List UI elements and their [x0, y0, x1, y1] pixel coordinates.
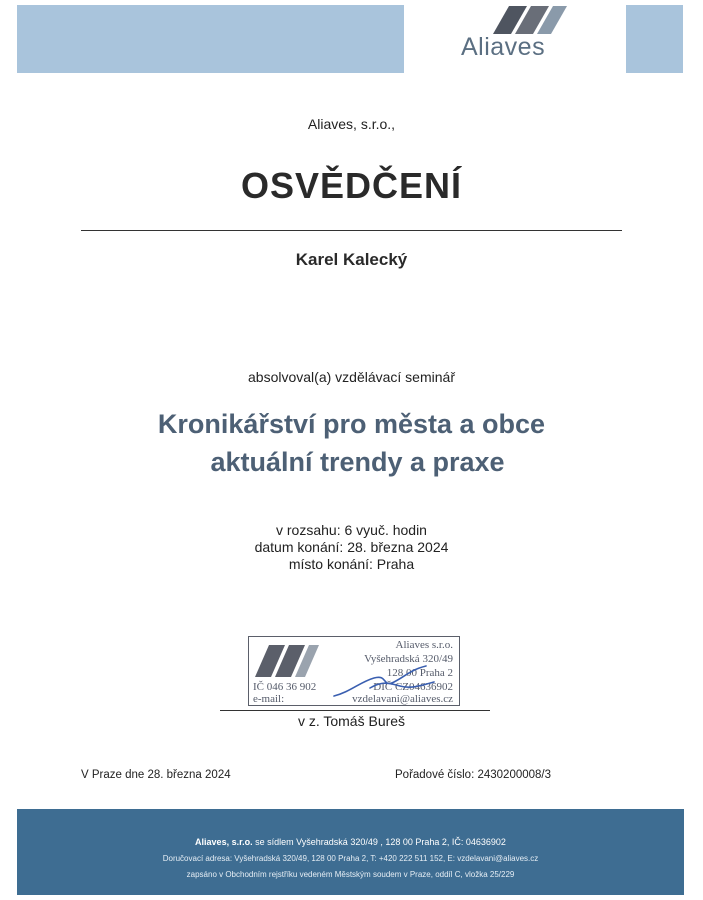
detail-place: místo konání: Praha [288, 556, 415, 572]
footer-company: Aliaves, s.r.o. [195, 837, 253, 847]
course-title-line1: Kronikářství pro města a obce [157, 409, 546, 439]
course-details [0, 522, 703, 573]
header-band-right [626, 5, 683, 73]
stamp-dic: DIČ CZ04636902 [373, 681, 453, 693]
completed-text: absolvoval(a) vzdělávací seminář [248, 369, 455, 385]
serial-number: Pořadové číslo: 2430200008/3 [395, 769, 552, 781]
course-title [0, 405, 703, 481]
footer-band [17, 809, 684, 895]
footer-registered: se sídlem Vyšehradská 320/49 , 128 00 Praha 2, IČ: 04636902 [255, 837, 506, 847]
stamp-ic: IČ 046 36 902 [253, 681, 317, 693]
handwritten-signature [330, 652, 440, 702]
stamp-city: 128 00 Praha 2 [386, 667, 453, 679]
stamp-email-label: e-mail: [253, 693, 285, 705]
course-title-line2: aktuální trendy a praxe [210, 447, 505, 477]
signatory-name: v z. Tomáš Bureš [297, 713, 406, 729]
footer-register: zapsáno v Obchodním rejstříku vedeném Městským soudem v Praze, oddíl C, vložka 25/229 [186, 870, 515, 879]
detail-date: datum konání: 28. března 2024 [254, 539, 449, 555]
stamp-email: vzdelavani@aliaves.cz [352, 693, 453, 705]
signature-line [220, 710, 490, 711]
header-band-left [17, 5, 404, 73]
issuer-name: Aliaves, s.r.o., [307, 116, 396, 132]
detail-duration: v rozsahu: 6 vyuč. hodin [276, 522, 427, 538]
certificate-title: OSVĚDČENÍ [240, 165, 463, 206]
recipient-name: Karel Kalecký [295, 250, 408, 269]
logo-text: Aliaves [461, 33, 546, 61]
stamp-street: Vyšehradská 320/49 [364, 653, 453, 665]
place-and-date: V Praze dne 28. března 2024 [81, 769, 231, 781]
aliaves-logo-icon [493, 4, 567, 34]
stamp-company: Aliaves s.r.o. [395, 639, 453, 651]
footer-company-line [17, 837, 684, 847]
title-divider [81, 230, 622, 231]
company-logo [455, 2, 575, 62]
footer-address: Doručovací adresa: Vyšehradská 320/49, 128 00 Praha 2, T: +420 222 511 152, E: vzdelavani@aliaves.cz [162, 854, 539, 863]
stamp-logo-icon [255, 641, 319, 677]
